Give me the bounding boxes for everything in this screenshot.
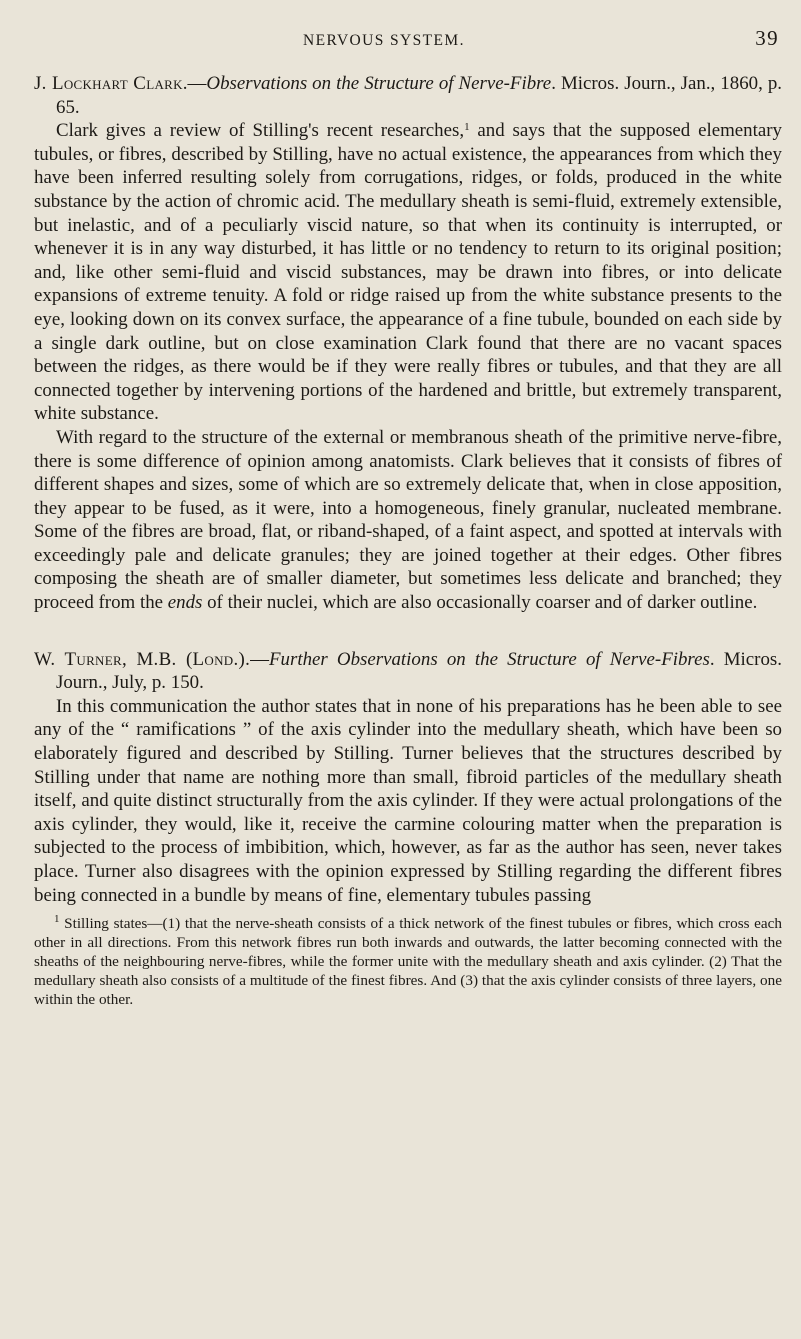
reference-author: W. Turner, M.B. (Lond.).	[34, 648, 251, 670]
footnote-text	[34, 914, 782, 1009]
body-text	[34, 72, 782, 1009]
page-number: 39	[755, 26, 779, 50]
reference-title: Observations on the Structure of Nerve-Fibre	[206, 73, 552, 94]
paragraph	[34, 426, 782, 615]
emphasis: ends	[167, 592, 203, 614]
section-gap	[34, 615, 782, 648]
paragraph-text: With regard to the structure of the external or membranous sheath of the primitive nerve-fibre, there is some difference of opinion among anatomists. Clark believes that it consists of fibres of different shapes and sizes, some of which are so extremely delicate that, when in close apposition, they appear to be fused, as it were, into a homogeneous, finely granular, nucleated membrane. Some of the fibres are broad, flat, or riband-shaped, of a faint aspect, and spotted at intervals with exceedingly pale and delicate granules; they are joined together at their edges. Other fibres composing the sheath are of smaller diameter, but sometimes less delicate and branched; they proceed from the	[34, 426, 782, 614]
paragraph-text: Clark gives a review of Stilling's recent researches,	[56, 120, 465, 142]
footnote-number: 1	[54, 913, 60, 926]
paragraph: In this communication the author states that in none of his preparations has he been able to see any of the “ ramifications ” of the axis cylinder into the medullary sheath, which have been so elaborately figured and described by Stilling. Turner believes that the structures described by Stilling under that name are nothing more than small, fibroid particles of the medullary sheath itself, and quite distinct structurally from the axis cylinder. If they were actual prolongations of the axis cylinder, they would, like it, receive the carmine colouring matter when the preparation is subjected to the process of imbibition, which, however, as far as the author has seen, never takes place. Turner also disagrees with the opinion expressed by Stilling regarding the different fibres being connected in a bundle by means of fine, elementary tubules passing	[34, 695, 782, 906]
footnote-marker: 1	[464, 121, 470, 134]
reference-title: Further Observations on the Structure of Nerve-Fibres	[268, 648, 710, 670]
entry-turner	[34, 648, 782, 908]
reference-author: J. Lockhart Clark	[34, 73, 183, 94]
running-head-title: NERVOUS SYSTEM.	[303, 32, 465, 49]
footnote-body: Stilling states—(1) that the nerve-sheath consists of a thick network of the finest tubules or fibres, which cross each other in all directions. From this network fibres run both inwards and outwards, the latter becoming connected with the sheaths of the neighbouring nerve-fibres, while the former unite with the medullary sheath and axis cylinder. (2) That the medullary sheath also consists of a multitude of the finest fibres. And (3) that the axis cylinder consists of three layers, one within the other.	[34, 915, 783, 1009]
reference-source: Micros. Journ., Jan., 1860, p. 65.	[56, 73, 782, 118]
reference-turner: W. Turner, M.B. (Lond.).—Further Observations on the Structure of Nerve-Fibres. Micros. Journ., July, p. 150.	[34, 648, 782, 694]
reference-clark: J. Lockhart Clark.—Observations on the Structure of Nerve-Fibre. Micros. Journ., Jan., 1860, p. 65.	[34, 73, 782, 118]
entry-clark	[34, 72, 782, 615]
reference-source: Micros. Journ., July, p. 150.	[56, 648, 782, 694]
paragraph-text: and says that the supposed elementary tubules, or fibres, described by Stilling, have no actual existence, the appearances from which they have been inferred resulting solely from corrugations, ridges, or folds, produced in the white substance by the action of chromic acid. The medullary sheath is semi-fluid, extremely extensible, but inelastic, and of a peculiarly viscid nature, so that when its continuity is interrupted, or whenever it is in any way disturbed, it has little or no tendency to return to its original position; and, like other semi-fluid and viscid substances, may be drawn into fibres, or into delicate expansions of extreme tenuity. A fold or ridge raised up from the white substance presents to the eye, looking down on its convex surface, the appearance of a fine tubule, bounded on each side by a single dark outline, but on close examination Clark found that there are no vacant spaces between the ridges, as there would be if they were really fibres or tubules, and that they are all connected together by intervening portions of the hardened and brittle, but extremely transparent, white substance.	[34, 120, 782, 425]
paragraph-text: of their nuclei, which are also occasionally coarser and of darker outline.	[202, 592, 758, 614]
footnote	[34, 914, 782, 1009]
paragraph	[34, 119, 782, 426]
